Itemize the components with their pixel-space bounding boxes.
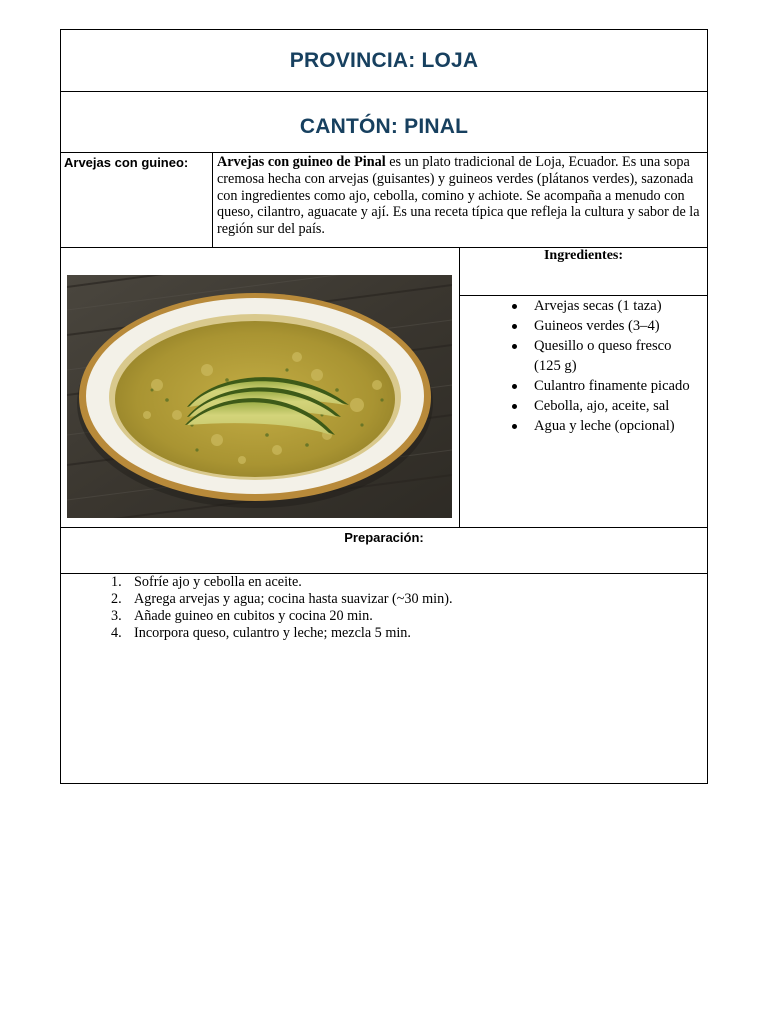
ingredient-item: Guineos verdes (3–4) — [460, 316, 707, 336]
photo-ingredients-row — [61, 248, 707, 528]
canton-title-row — [61, 92, 707, 153]
preparation-step — [61, 591, 707, 608]
dish-description — [213, 153, 707, 239]
step-text: Agrega arvejas y agua; cocina hasta suavizar (~30 min). — [134, 591, 453, 607]
preparation-step — [61, 625, 707, 642]
photo-cell — [61, 248, 460, 527]
preparation-list — [61, 574, 707, 642]
ingredient-item: Cebolla, ajo, aceite, sal — [460, 396, 707, 416]
dish-label: Arvejas con guineo: — [61, 153, 213, 247]
ingredient-item: Quesillo o queso fresco (125 g) — [460, 336, 707, 376]
step-text: Sofríe ajo y cebolla en aceite. — [134, 574, 302, 590]
preparation-steps-row — [61, 574, 707, 783]
dish-description-rest: es un plato tradicional de Loja, Ecuador. Es una sopa cremosa hecha con arvejas (guisantes) y guineos verdes (plátanos verdes), sazonada con ingredientes como ajo, cebolla, comino y achiote. Se acompaña a menudo con queso, cilantro, aguacate y ají. Es una receta típica que refleja la cultura y sabor de la región sur del país. — [217, 154, 700, 238]
soup-photo — [67, 275, 452, 518]
step-number: 2. — [111, 591, 122, 607]
dish-description-bold: Arvejas con guineo de Pinal — [217, 154, 386, 170]
recipe-sheet — [60, 29, 708, 784]
province-title: PROVINCIA: LOJA — [289, 48, 479, 72]
canton-title: CANTÓN: PINAL — [299, 115, 469, 138]
province-title-row — [61, 30, 707, 92]
ingredients-list — [460, 296, 707, 527]
preparation-step — [61, 574, 707, 591]
soup-bowl-image — [67, 275, 452, 518]
ingredient-item: Culantro finamente picado — [460, 376, 707, 396]
step-text: Incorpora queso, culantro y leche; mezcla 5 min. — [134, 625, 411, 641]
preparation-heading: Preparación: — [61, 528, 707, 574]
ingredients-heading: Ingredientes: — [460, 248, 707, 296]
ingredient-item: Agua y leche (opcional) — [460, 416, 707, 436]
step-number: 3. — [111, 608, 122, 624]
ingredient-item: Arvejas secas (1 taza) — [460, 296, 707, 316]
step-number: 1. — [111, 574, 122, 590]
step-number: 4. — [111, 625, 122, 641]
step-text: Añade guineo en cubitos y cocina 20 min. — [134, 608, 373, 624]
description-row — [61, 153, 707, 248]
preparation-step — [61, 608, 707, 625]
